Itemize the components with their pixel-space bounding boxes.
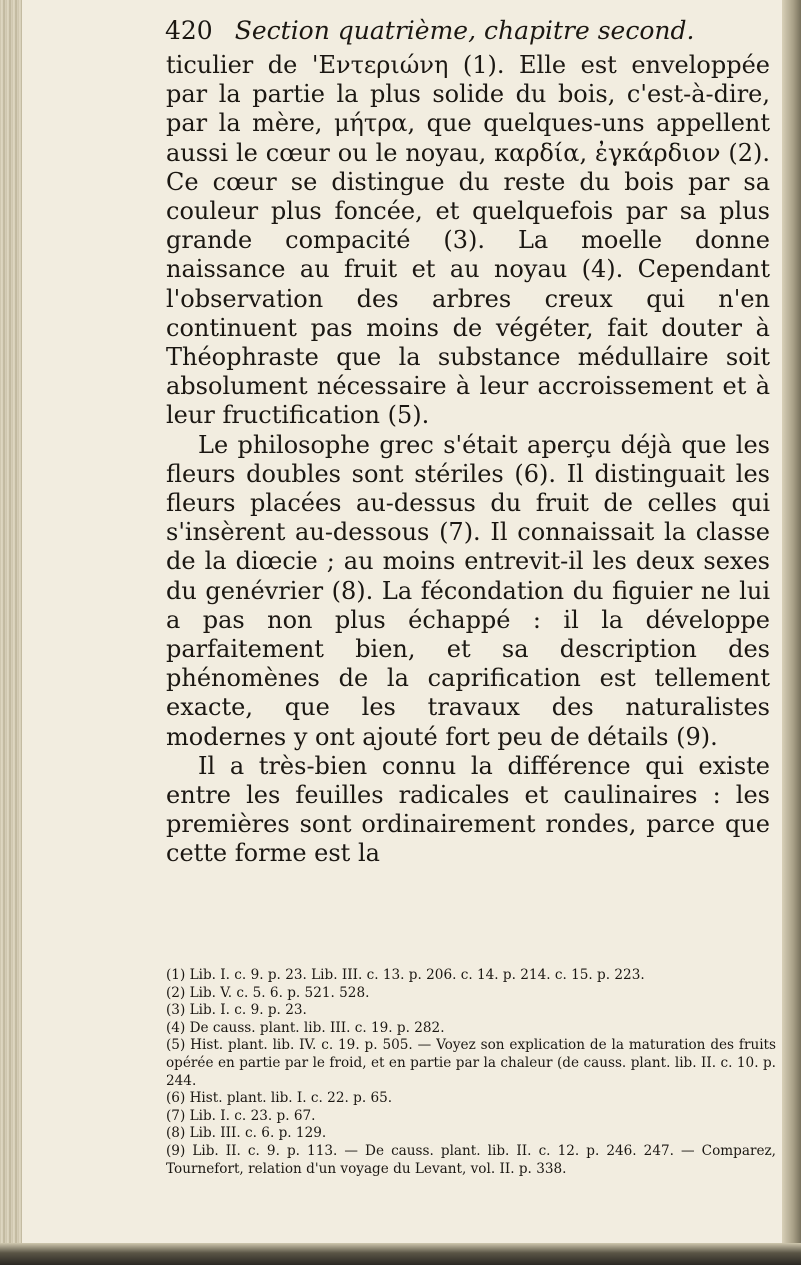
main-text (166, 51, 770, 869)
paragraph: Le philosophe grec s'était aperçu déjà que les fleurs doubles sont stériles (6). Il distinguait les fleurs placées au-dessus du fruit de celles qui s'insèrent au-dessous (7). Il connaissait la classe de la diœcie ; au moins entrevit-il les deux sexes du genévrier (8). La fécondation du figuier ne lui a pas non plus échappé : il la développe parfaitement bien, et sa description des phénomènes de la caprification est tellement exacte, que les travaux des naturalistes modernes y ont ajouté fort peu de détails (9). (166, 430, 770, 751)
footnote: (5) Hist. plant. lib. IV. c. 19. p. 505. — Voyez son explication de la maturation des fruits opérée en partie par le froid, et en partie par la chaleur (de causs. plant. lib. II. c. 10. p. 244. (166, 1037, 776, 1089)
page-edge (782, 0, 801, 1265)
footnote: (8) Lib. III. c. 6. p. 129. (166, 1125, 327, 1142)
paragraph: ticulier de 'Εντεριώνη (1). Elle est enveloppée par la partie la plus solide du bois, c'est-à-dire, par la mère, μήτρα, que quelques-uns appellent aussi le cœur ou le noyau, καρδία, ἐγκάρδιον (2). Ce cœur se distingue du reste du bois par sa couleur plus foncée, et quelquefois par sa plus grande compacité (3). La moelle donne naissance au fruit et au noyau (4). Cependant l'observation des arbres creux qui n'en continuent pas moins de végéter, fait douter à Théophraste que la substance médullaire soit absolument nécessaire à leur accroissement et à leur fructification (5). (166, 51, 770, 430)
running-head (165, 14, 765, 48)
footnote: (2) Lib. V. c. 5. 6. p. 521. 528. (166, 984, 370, 1001)
chapter-title: Section quatrième, chapitre second. (234, 16, 695, 45)
footnote: (9) Lib. II. c. 9. p. 113. — De causs. plant. lib. II. c. 12. p. 246. 247. — Comparez, Tournefort, relation d'un voyage du Levant, vol. II. p. 338. (166, 1142, 776, 1177)
paragraph: Il a très-bien connu la différence qui existe entre les feuilles radicales et caulinaires : les premières sont ordinairement rondes, parce que cette forme est la (166, 751, 770, 868)
footnote: (6) Hist. plant. lib. I. c. 22. p. 65. (166, 1090, 393, 1107)
footnote: (1) Lib. I. c. 9. p. 23. Lib. III. c. 13. p. 206. c. 14. p. 214. c. 15. p. 223. (166, 967, 645, 983)
page-number: 420 (165, 16, 213, 45)
book-gutter (0, 0, 22, 1265)
footnote: (3) Lib. I. c. 9. p. 23. (166, 1002, 307, 1019)
footnotes (166, 967, 776, 1178)
footnote: (4) De causs. plant. lib. III. c. 19. p. 282. (166, 1019, 445, 1036)
footnote: (7) Lib. I. c. 23. p. 67. (166, 1107, 316, 1124)
page-bottom-edge (0, 1243, 801, 1265)
